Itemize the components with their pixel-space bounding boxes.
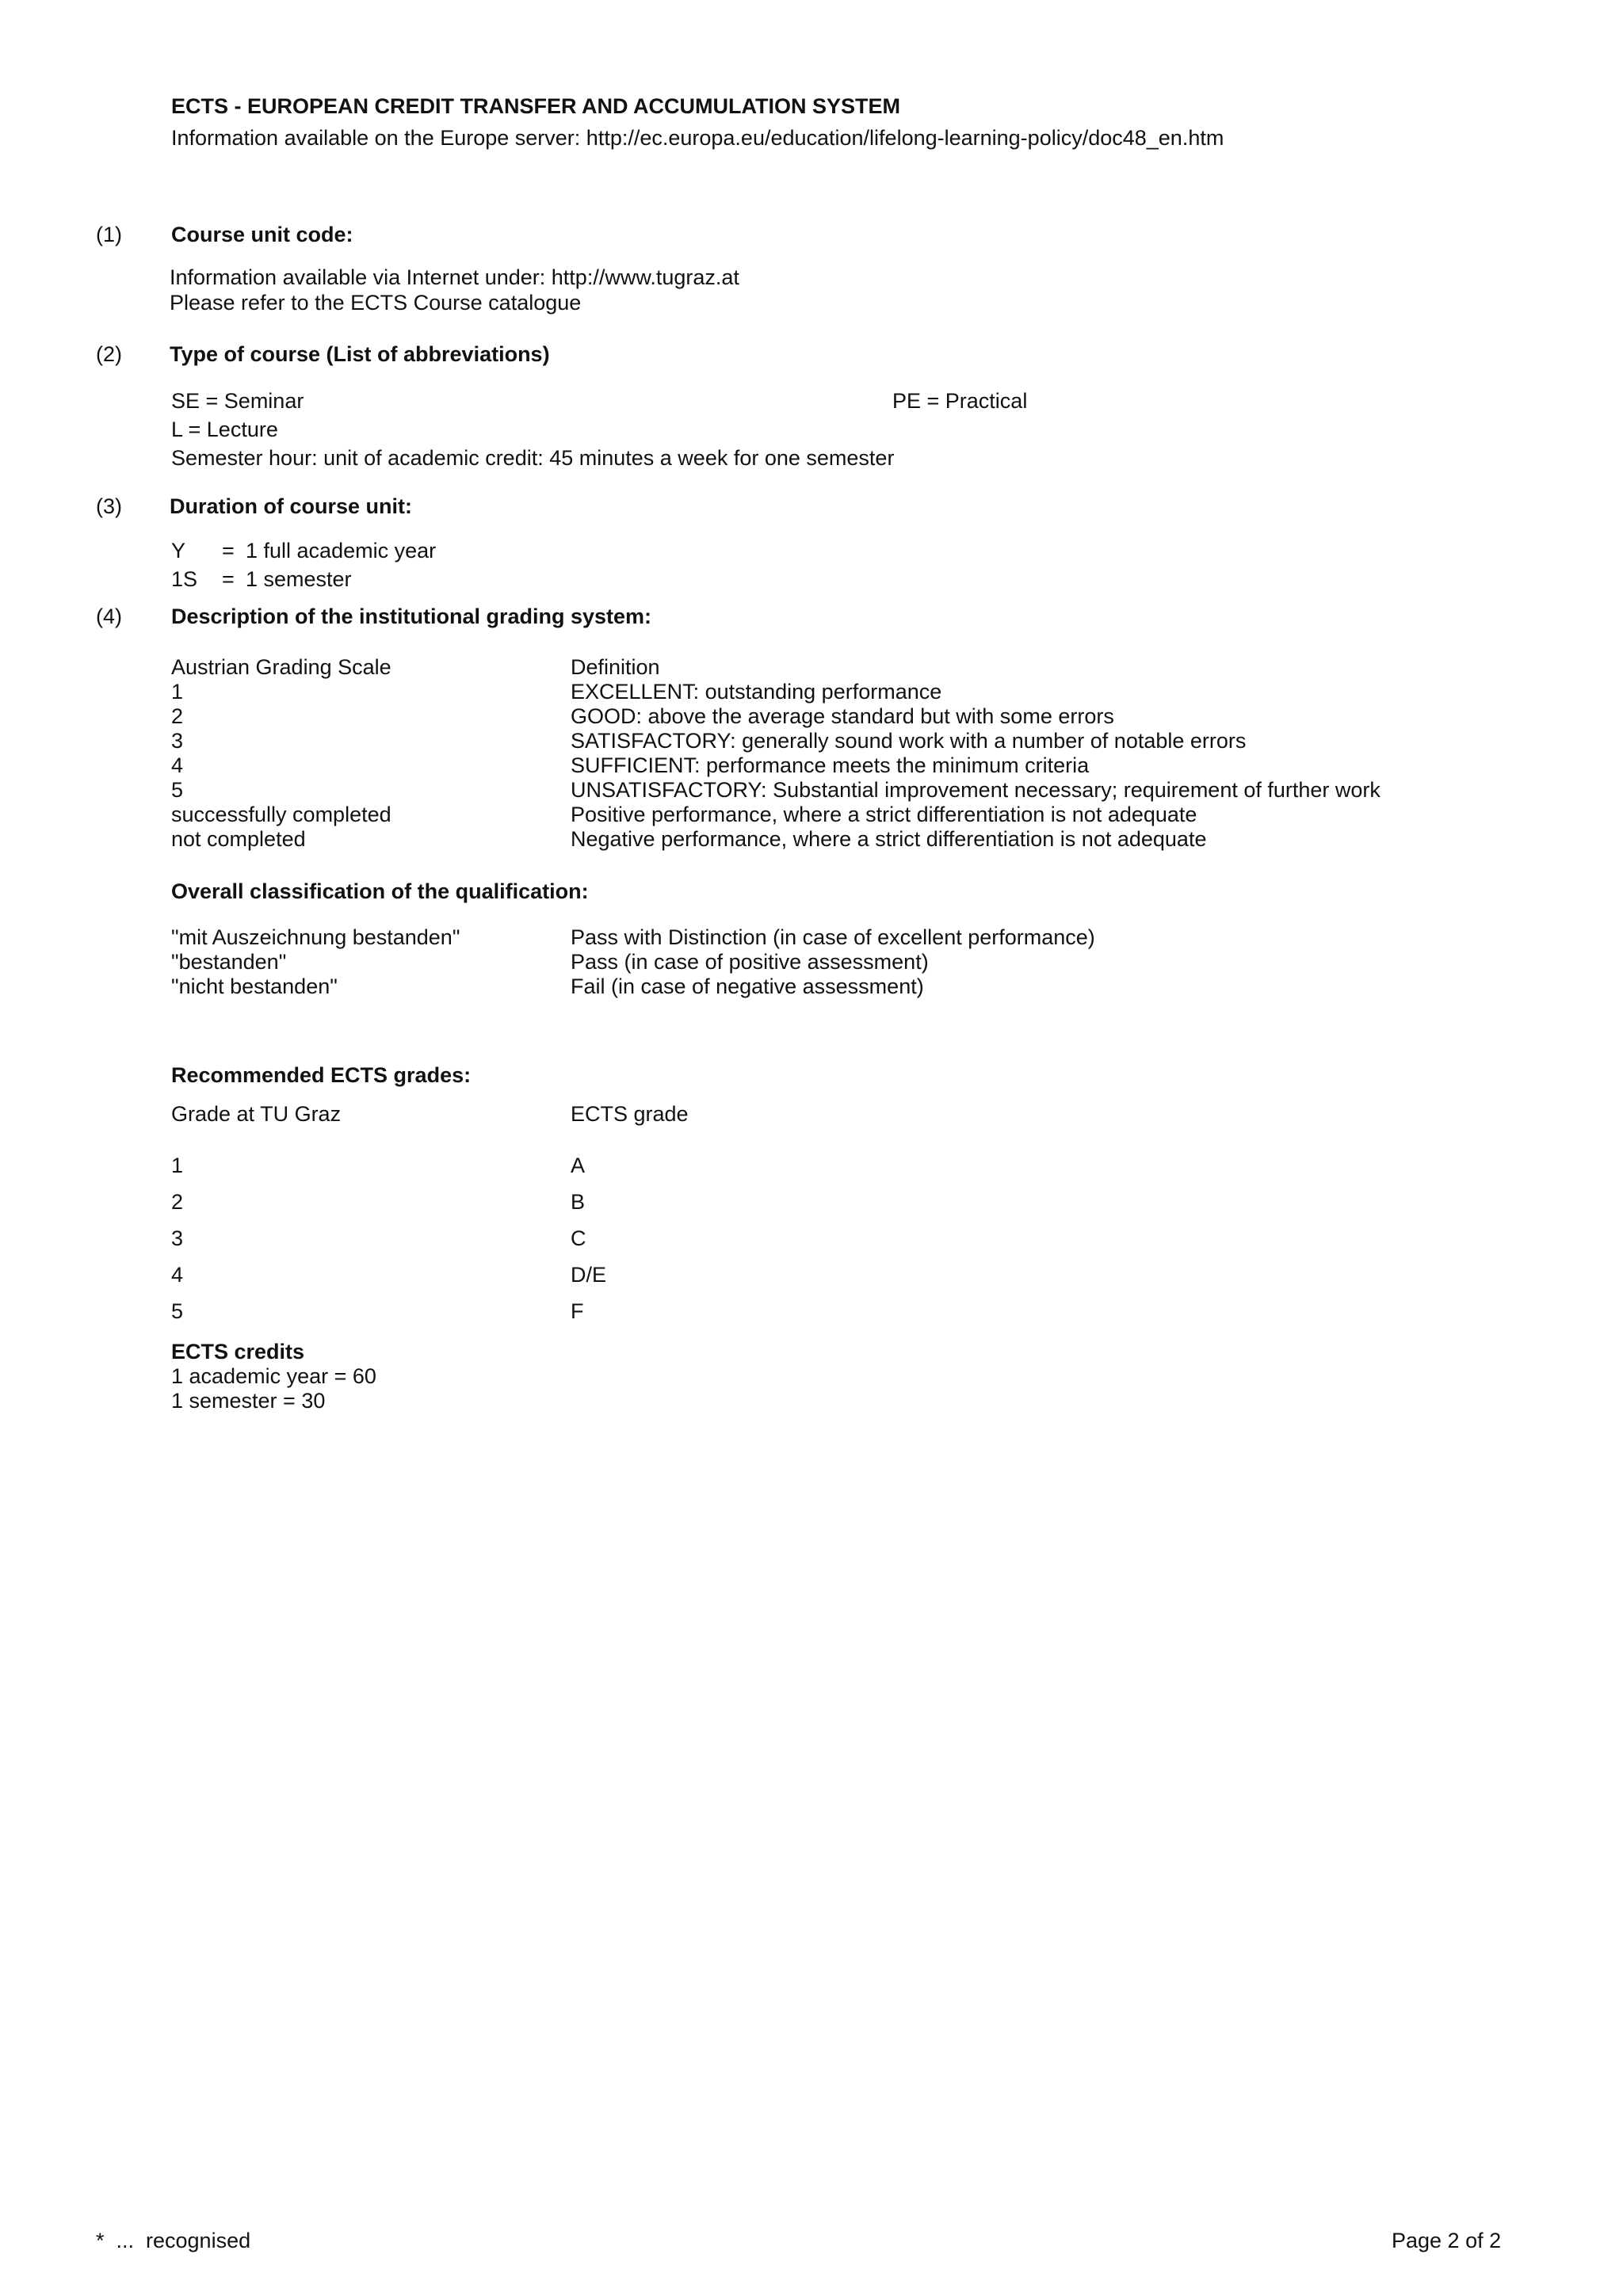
definition-header: Definition [571, 655, 660, 679]
tu-graz-grade: 1 [171, 1154, 184, 1177]
grading-definition: Positive performance, where a strict differentiation is not adequate [571, 803, 1197, 826]
abbrev-lecture: L = Lecture [171, 418, 278, 441]
page-number: Page 2 of 2 [1392, 2229, 1502, 2252]
classification-term: "nicht bestanden" [171, 974, 338, 998]
section-1-internet-info: Information available via Internet under: http://www.tugraz.at [170, 265, 739, 289]
section-1-catalogue-note: Please refer to the ECTS Course catalogue [170, 291, 582, 315]
duration-code: 1S [171, 567, 198, 591]
section-4-heading: Description of the institutional grading system: [171, 605, 652, 628]
grading-row [171, 803, 1518, 827]
grading-definition: Negative performance, where a strict differentiation is not adequate [571, 827, 1207, 851]
grading-scale-value: 4 [171, 753, 184, 777]
credits-semester: 1 semester = 30 [171, 1389, 326, 1413]
tu-graz-grade: 3 [171, 1226, 184, 1250]
grading-scale-header: Austrian Grading Scale [171, 655, 391, 679]
grading-definition: SATISFACTORY: generally sound work with a number of notable errors [571, 729, 1247, 753]
ects-grade: D/E [571, 1263, 607, 1287]
recommended-ects-heading: Recommended ECTS grades: [171, 1063, 472, 1087]
ects-grade: C [571, 1226, 586, 1250]
duration-item-semester [171, 567, 1518, 592]
grading-row [171, 827, 1518, 852]
duration-item-year [171, 539, 1518, 563]
section-1-heading: Course unit code: [171, 223, 353, 246]
abbrev-seminar: SE = Seminar [171, 389, 304, 413]
document-title: ECTS - EUROPEAN CREDIT TRANSFER AND ACCUMULATION SYSTEM [171, 94, 901, 118]
grading-row [171, 704, 1518, 729]
classification-row [171, 974, 1518, 999]
ects-grade-row [171, 1226, 1518, 1251]
grading-definition: SUFFICIENT: performance meets the minimum criteria [571, 753, 1090, 777]
grading-scale-value: not completed [171, 827, 306, 851]
ects-grade-row [171, 1190, 1518, 1215]
ects-grade-row [171, 1263, 1518, 1287]
ects-grade-header: ECTS grade [571, 1102, 689, 1126]
grading-row [171, 753, 1518, 778]
section-1-number: (1) [96, 223, 122, 246]
grading-row [171, 778, 1518, 803]
section-3-number: (3) [96, 494, 122, 518]
grading-definition: GOOD: above the average standard but with some errors [571, 704, 1114, 728]
abbrev-practical: PE = Practical [892, 389, 1028, 413]
duration-code: Y [171, 539, 186, 563]
ects-grade-row [171, 1299, 1518, 1324]
duration-description: 1 semester [246, 567, 352, 591]
grading-scale-value: 2 [171, 704, 184, 728]
classification-meaning: Fail (in case of negative assessment) [571, 974, 924, 998]
ects-grade-row [171, 1154, 1518, 1178]
section-2-number: (2) [96, 342, 122, 366]
classification-row [171, 925, 1518, 950]
classification-meaning: Pass (in case of positive assessment) [571, 950, 929, 974]
ects-grade: A [571, 1154, 586, 1177]
ects-grade: F [571, 1299, 584, 1323]
footer-note: * ... recognised [96, 2229, 251, 2252]
grading-definition: EXCELLENT: outstanding performance [571, 680, 942, 704]
classification-term: "mit Auszeichnung bestanden" [171, 925, 460, 949]
ects-table-header [171, 1102, 1518, 1127]
duration-equals: = [222, 539, 235, 563]
grading-scale-value: successfully completed [171, 803, 391, 826]
section-2-heading: Type of course (List of abbreviations) [170, 342, 550, 366]
grading-scale-value: 5 [171, 778, 184, 802]
europe-server-info: Information available on the Europe server: http://ec.europa.eu/education/lifelong-learning-policy/doc48_en.htm [171, 126, 1224, 150]
tu-graz-grade: 5 [171, 1299, 184, 1323]
credits-academic-year: 1 academic year = 60 [171, 1364, 376, 1388]
overall-classification-heading: Overall classification of the qualification: [171, 879, 589, 903]
duration-equals: = [222, 567, 235, 591]
classification-term: "bestanden" [171, 950, 287, 974]
tu-graz-grade: 2 [171, 1190, 184, 1214]
duration-description: 1 full academic year [246, 539, 437, 563]
grading-scale-value: 3 [171, 729, 184, 753]
grading-row [171, 729, 1518, 753]
ects-grade: B [571, 1190, 586, 1214]
grading-table-header [171, 655, 1518, 680]
grading-scale-value: 1 [171, 680, 184, 704]
ects-credits-heading: ECTS credits [171, 1340, 305, 1363]
tu-graz-grade-header: Grade at TU Graz [171, 1102, 342, 1126]
classification-meaning: Pass with Distinction (in case of excellent performance) [571, 925, 1095, 949]
semester-hour-definition: Semester hour: unit of academic credit: 45 minutes a week for one semester [171, 446, 895, 470]
section-3-heading: Duration of course unit: [170, 494, 412, 518]
section-4-number: (4) [96, 605, 122, 628]
grading-definition: UNSATISFACTORY: Substantial improvement necessary; requirement of further work [571, 778, 1381, 802]
tu-graz-grade: 4 [171, 1263, 184, 1287]
classification-row [171, 950, 1518, 974]
grading-row [171, 680, 1518, 704]
